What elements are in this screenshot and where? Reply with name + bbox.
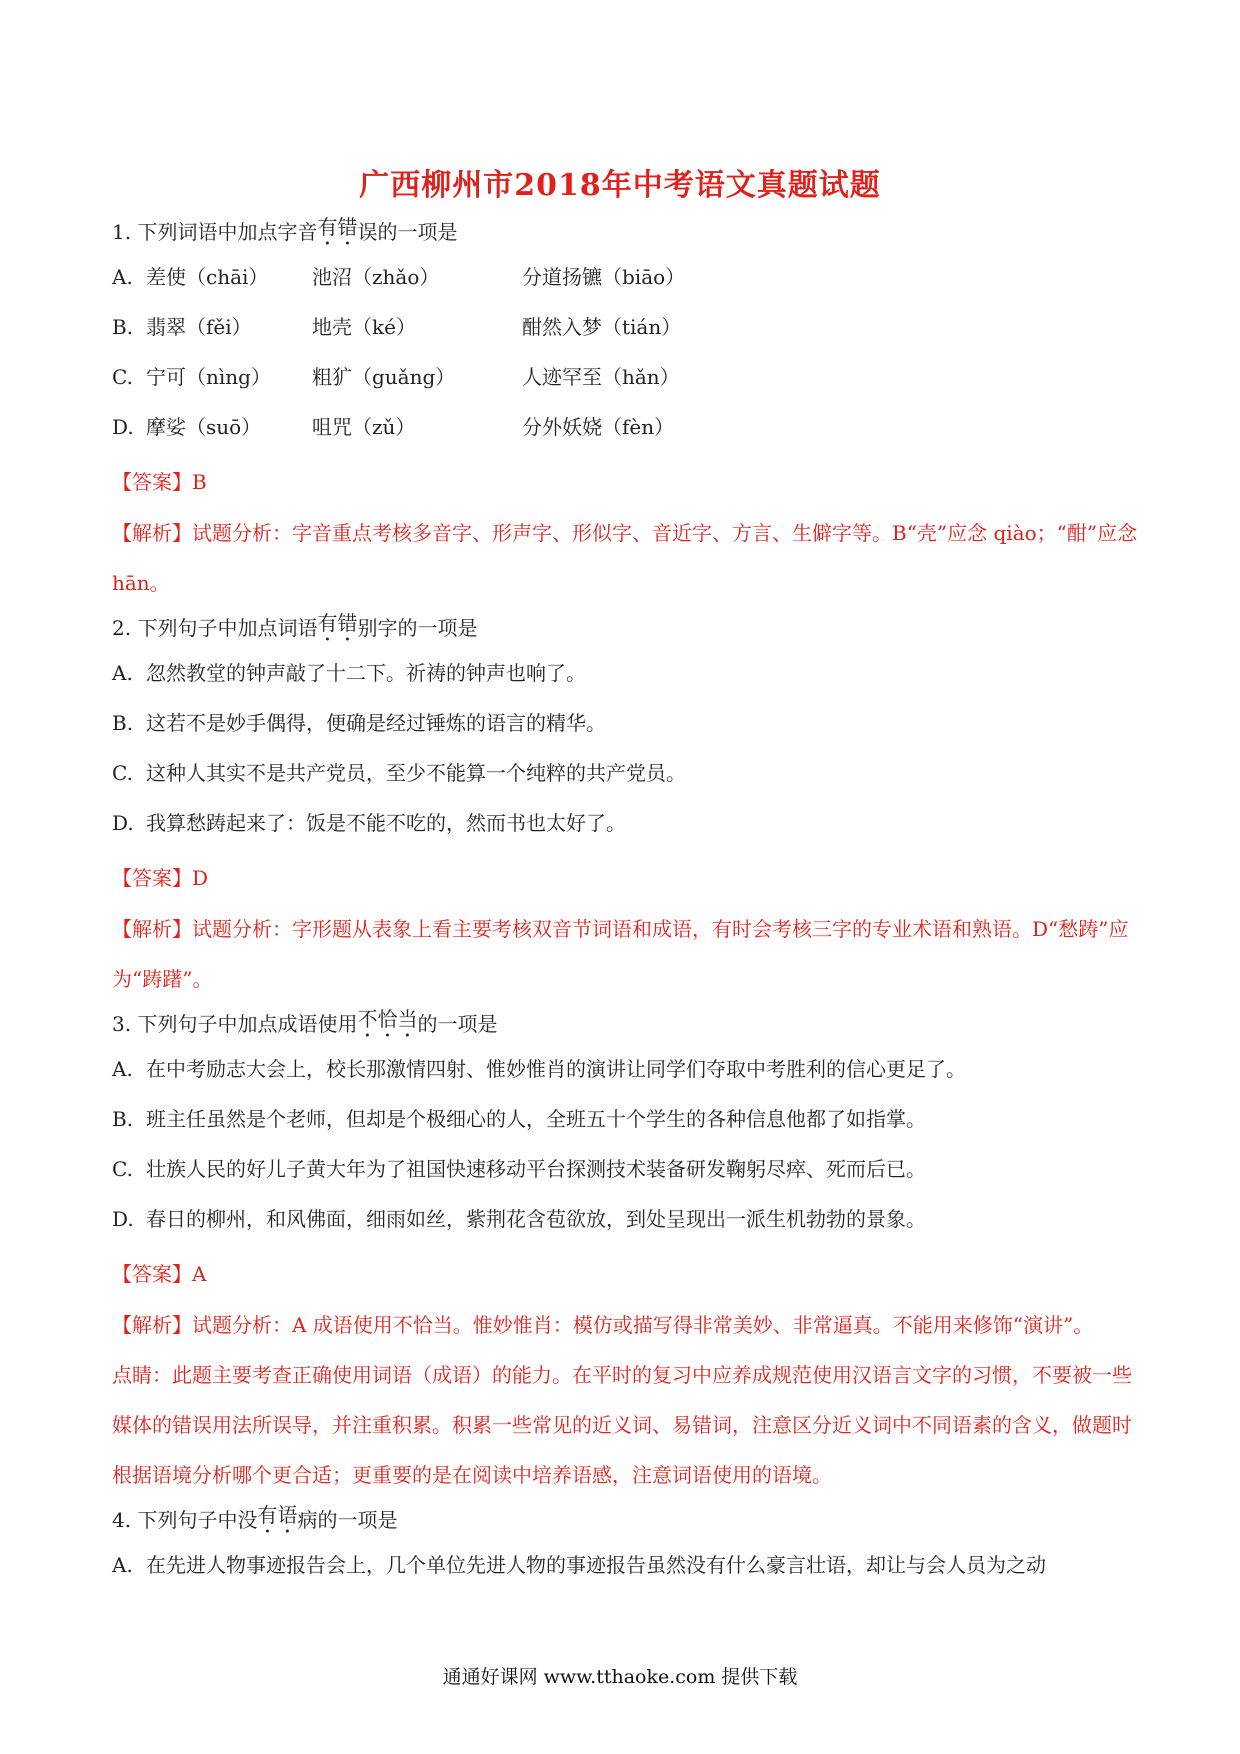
question-2-option-b: B. 这若不是妙手偶得，便确是经过锤炼的语言的精华。	[112, 711, 606, 735]
emphasis-text: 不恰当	[357, 1007, 418, 1031]
question-1-option-b: B. 翡翠（fěi） 地壳（ké） 酣然入梦（tián）	[112, 315, 682, 339]
question-1-stem: 1. 下列词语中加点字音 有错 误的一项是	[112, 212, 1142, 252]
question-3-option-b: B. 班主任虽然是个老师，但却是个极细心的人，全班五十个学生的各种信息他都了如指掌。	[112, 1107, 926, 1131]
emphasis-text: 有错	[317, 611, 358, 635]
question-3-answer: 【答案】A	[112, 1262, 207, 1286]
question-2-stem: 2. 下列句子中加点词语 有错 别字的一项是	[112, 608, 1142, 648]
page-title: 广西柳州市2018年中考语文真题试题	[359, 168, 881, 203]
question-2-analysis: 【解析】试题分析：字形题从表象上看主要考核双音节词语和成语，有时会考核三字的专业术语和熟语。D“愁踌”应为“踌躇”。	[112, 917, 1129, 991]
question-2-option-a: A. 忽然教堂的钟声敲了十二下。祈祷的钟声也响了。	[112, 661, 586, 685]
emphasis-text: 有错	[317, 215, 358, 239]
question-1-option-d: D. 摩娑（suō） 咀咒（zǔ） 分外妖娆（fèn）	[112, 415, 675, 439]
question-1-option-a: A. 差使（chāi） 池沼（zhǎo） 分道扬镳（biāo）	[112, 265, 686, 289]
question-4-option-a: A. 在先进人物事迹报告会上，几个单位先进人物的事迹报告虽然没有什么豪言壮语，却让与会人员为之动	[112, 1553, 1046, 1577]
question-3-stem: 3. 下列句子中加点成语使用 不恰当 的一项是	[112, 1004, 1142, 1044]
question-2-option-d: D. 我算愁踌起来了：饭是不能不吃的，然而书也太好了。	[112, 811, 626, 835]
question-3-analysis: 【解析】试题分析：A 成语使用不恰当。惟妙惟肖：模仿或描写得非常美妙、非常逼真。不能用来修饰“演讲”。	[112, 1313, 1094, 1337]
page-footer: 通通好课网 www.tthaoke.com 提供下载	[442, 1666, 798, 1688]
question-1-answer: 【答案】B	[112, 470, 207, 494]
question-1-analysis: 【解析】试题分析：字音重点考核多音字、形声字、形似字、音近字、方言、生僻字等。B“壳”应念 qiào；“酣”应念 hān。	[112, 521, 1138, 595]
question-3-option-d: D. 春日的柳州，和风佛面，细雨如丝，紫荆花含苞欲放，到处呈现出一派生机勃勃的景象。	[112, 1207, 926, 1231]
question-3-option-c: C. 壮族人民的好儿子黄大年为了祖国快速移动平台探测技术装备研发鞠躬尽瘁、死而后已。	[112, 1157, 926, 1181]
question-3-tip: 点睛：此题主要考查正确使用词语（成语）的能力。在平时的复习中应养成规范使用汉语言文字的习惯，不要被一些媒体的错误用法所误导，并注重积累。积累一些常见的近义词、易错词，注意区分近义词中不同语素的含义，做题时根据语境分析哪个更合适；更重要的是在阅读中培养语感，注意词语使用的语境。	[112, 1363, 1132, 1487]
question-2-answer: 【答案】D	[112, 866, 209, 890]
question-2-option-c: C. 这种人其实不是共产党员，至少不能算一个纯粹的共产党员。	[112, 761, 686, 785]
document-content	[112, 212, 1142, 1590]
question-3-option-a: A. 在中考励志大会上，校长那激情四射、惟妙惟肖的演讲让同学们夺取中考胜利的信心更足了。	[112, 1057, 966, 1081]
emphasis-text: 有语	[257, 1503, 298, 1527]
question-4-stem: 4. 下列句子中没 有语 病的一项是	[112, 1500, 1142, 1540]
question-1-option-c: C. 宁可（nìng） 粗犷（guǎng） 人迹罕至（hǎn）	[112, 365, 680, 389]
